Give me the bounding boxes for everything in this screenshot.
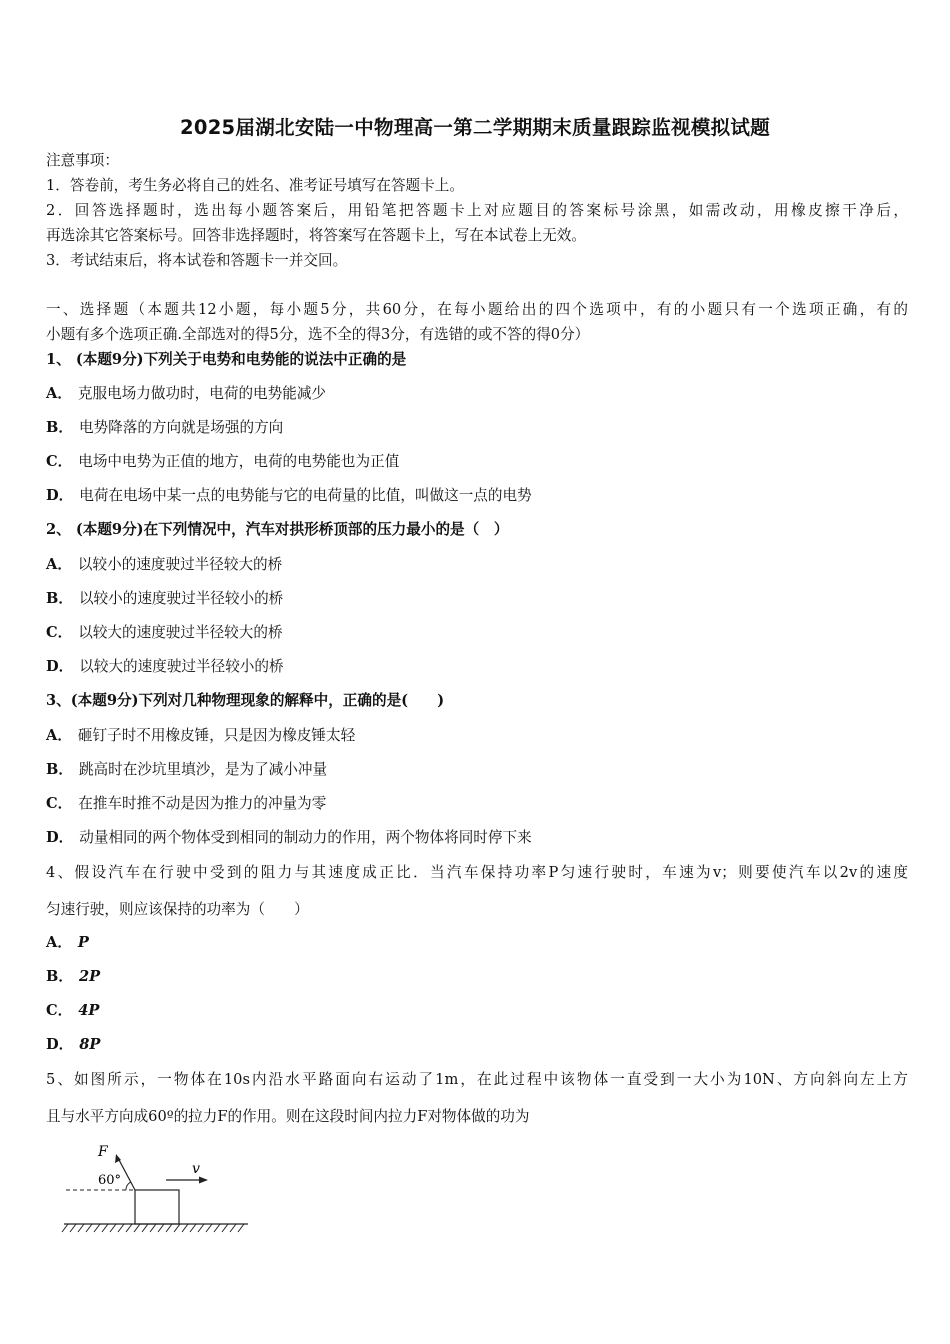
option-text: 电场中电势为正值的地方，电荷的电势能也为正值 <box>78 453 400 470</box>
option-letter: D． <box>46 829 74 846</box>
option-text: 动量相同的两个物体受到相同的制动力的作用，两个物体将同时停下来 <box>79 829 532 846</box>
option-d <box>46 1035 908 1055</box>
option-text: 电势降落的方向就是场强的方向 <box>78 419 284 436</box>
option-text: 砸钉子时不用橡皮锤，只是因为橡皮锤太轻 <box>77 727 356 744</box>
option-letter: C． <box>46 1002 73 1019</box>
question-stem: 且与水平方向成60º的拉力F的作用。则在这段时间内拉力F对物体做的功为 <box>46 1108 530 1125</box>
option-letter: C． <box>46 453 73 470</box>
ground-hatching <box>62 1224 244 1232</box>
question-stem: 1、 (本题9分)下列关于电势和电势能的说法中正确的是 <box>46 351 407 368</box>
option-a <box>46 555 908 575</box>
option-b <box>46 760 908 780</box>
notice-item: 1．答卷前，考生务必将自己的姓名、准考证号填写在答题卡上。 <box>46 177 464 194</box>
option-letter: B． <box>46 419 73 436</box>
question-stem: 2、 (本题9分)在下列情况中，汽车对拱形桥顶部的压力最小的是（ ） <box>46 521 509 538</box>
option-text: 电荷在电场中某一点的电势能与它的电荷量的比值，叫做这一点的电势 <box>79 487 532 504</box>
option-letter: A． <box>46 934 72 951</box>
page-title: 2025届湖北安陆一中物理高一第二学期期末质量跟踪监视模拟试题 <box>179 116 771 139</box>
option-letter: B． <box>46 761 73 778</box>
option-text: 以较大的速度驶过半径较小的桥 <box>79 658 284 675</box>
option-letter: C． <box>46 624 73 641</box>
option-text: 以较小的速度驶过半径较大的桥 <box>77 556 283 573</box>
option-b <box>46 589 908 609</box>
option-a <box>46 384 908 404</box>
angle-arc <box>126 1182 131 1190</box>
question-stem: 匀速行驶，则应该保持的功率为（ ） <box>46 901 309 918</box>
option-text: 在推车时推不动是因为推力的冲量为零 <box>78 795 327 812</box>
option-b <box>46 967 908 987</box>
option-d <box>46 657 908 677</box>
option-a <box>46 933 908 953</box>
option-d <box>46 486 908 506</box>
option-letter: C． <box>46 795 73 812</box>
velocity-label: v <box>192 1161 200 1177</box>
option-letter: D． <box>46 658 74 675</box>
option-c <box>46 794 908 814</box>
option-c <box>46 452 908 472</box>
section-header: 小题有多个选项正确.全部选对的得5分，选不全的得3分，有选错的或不答的得0分） <box>46 326 590 343</box>
option-b <box>46 418 908 438</box>
option-c <box>46 623 908 643</box>
question-stem: 4、假设汽车在行驶中受到的阻力与其速度成正比．当汽车保持功率P匀速行驶时，车速为v；则要使汽车以2v的速度 <box>46 864 908 881</box>
option-letter: D． <box>46 487 74 504</box>
option-letter: A． <box>46 727 72 744</box>
option-text: 以较大的速度驶过半径较大的桥 <box>78 624 283 641</box>
question-stem: 3、(本题9分)下列对几种物理现象的解释中，正确的是( ) <box>46 692 445 709</box>
option-a <box>46 726 908 746</box>
option-c <box>46 1001 908 1021</box>
notice-item: 3．考试结束后，将本试卷和答题卡一并交回。 <box>46 252 348 269</box>
option-text: 克服电场力做功时，电荷的电势能减少 <box>77 385 327 402</box>
option-letter: B． <box>46 590 73 607</box>
option-text: 2P <box>78 968 101 985</box>
option-text: 以较小的速度驶过半径较小的桥 <box>78 590 284 607</box>
option-text: 跳高时在沙坑里填沙，是为了减小冲量 <box>78 761 328 778</box>
force-label: F <box>98 1144 108 1160</box>
option-text: P <box>77 934 89 951</box>
angle-label: 60° <box>98 1173 122 1188</box>
notice-item: 再选涂其它答案标号。回答非选择题时，将答案写在答题卡上，写在本试卷上无效。 <box>46 227 586 244</box>
section-header: 一、选择题（本题共12小题，每小题5分，共60分，在每小题给出的四个选项中，有的小题只有一个选项正确，有的 <box>46 301 908 318</box>
option-text: 4P <box>78 1002 100 1019</box>
notice-heading: 注意事项： <box>46 152 119 169</box>
option-d <box>46 828 908 848</box>
notice-item: 2．回答选择题时，选出每小题答案后，用铅笔把答题卡上对应题目的答案标号涂黑，如需改动，用橡皮擦干净后， <box>46 202 908 219</box>
option-letter: B． <box>46 968 73 985</box>
question-stem: 5、如图所示，一物体在10s内沿水平路面向右运动了1m，在此过程中该物体一直受到一大小为10N、方向斜向左上方 <box>46 1071 908 1088</box>
option-letter: D． <box>46 1036 74 1053</box>
option-text: 8P <box>79 1036 101 1053</box>
velocity-arrowhead <box>199 1177 208 1184</box>
option-letter: A． <box>46 385 72 402</box>
option-letter: A． <box>46 556 72 573</box>
force-diagram <box>58 1138 258 1238</box>
block <box>135 1190 179 1224</box>
